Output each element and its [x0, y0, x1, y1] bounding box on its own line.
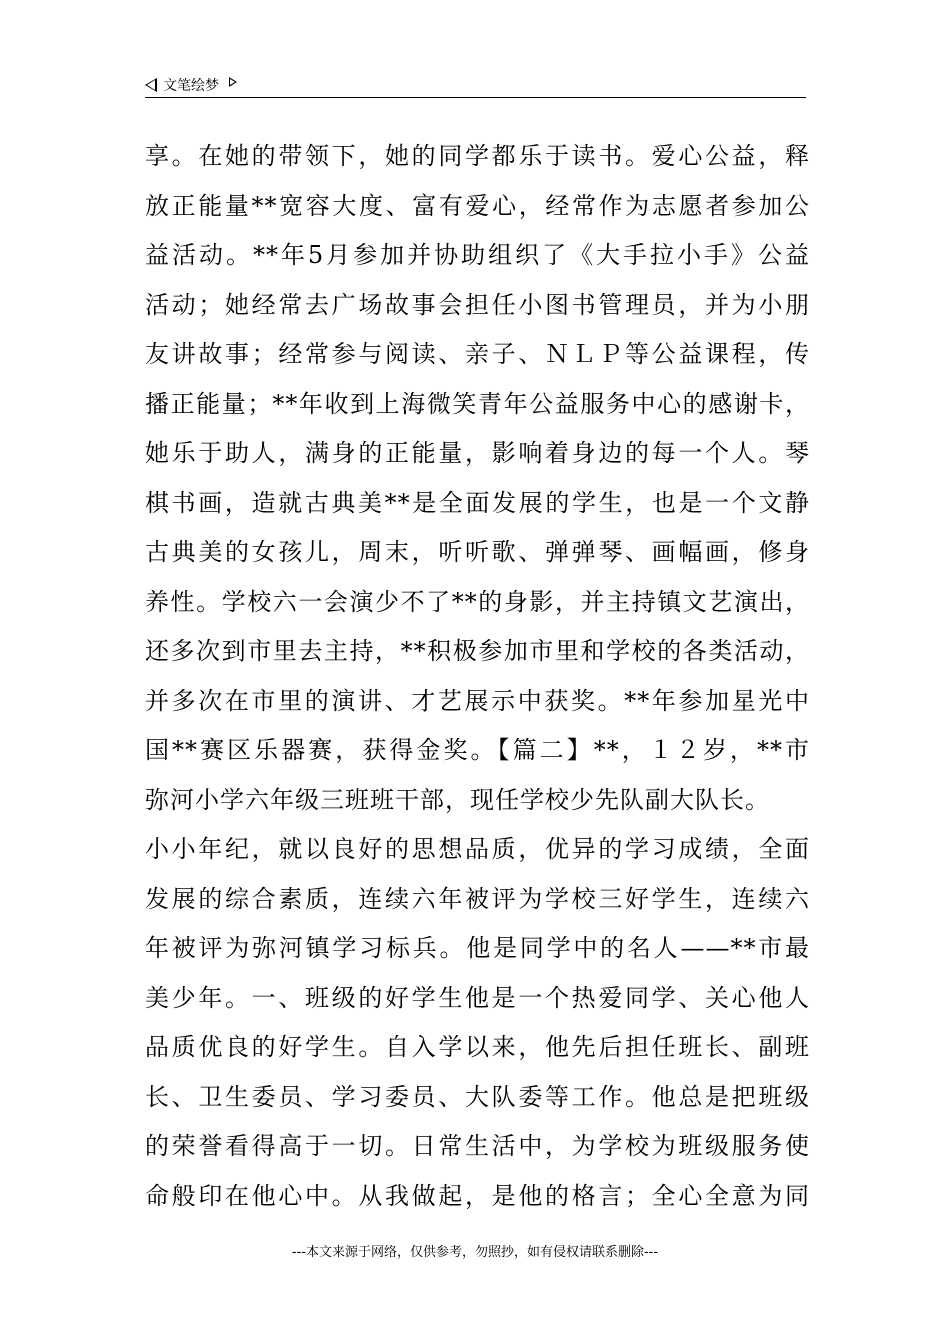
text-line: 她乐于助人，满身的正能量，影响着身边的每一个人。琴 — [145, 439, 810, 467]
text-line: 命般印在他心中。从我做起，是他的格言；全心全意为同 — [145, 1181, 810, 1210]
text-line: 年被评为弥河镇学习标兵。他是同学中的名人——**市最 — [145, 934, 810, 962]
text-line: 长、卫生委员、学习委员、大队委等工作。他总是把班级 — [145, 1082, 810, 1111]
text-line: 国**赛区乐器赛，获得金奖。【篇二】**，１２岁，**市 — [145, 736, 810, 764]
text-line: 播正能量；**年收到上海微笑青年公益服务中心的感谢卡， — [145, 389, 810, 418]
page-header — [145, 74, 237, 96]
text-line: 还多次到市里去主持，**积极参加市里和学校的各类活动， — [145, 637, 810, 665]
text-line: 美少年。一、班级的好学生他是一个热爱同学、关心他人 — [145, 983, 810, 1012]
text-line: 并多次在市里的演讲、才艺展示中获奖。**年参加星光中 — [145, 686, 810, 715]
text-line: 的荣誉看得高于一切。日常生活中，为学校为班级服务使 — [145, 1132, 810, 1160]
text-line: 品质优良的好学生。自入学以来，他先后担任班长、副班 — [145, 1033, 810, 1061]
text-line: 益活动。**年5月参加并协助组织了《大手拉小手》公益 — [145, 241, 810, 269]
footer-notice: ---本文来源于网络，仅供参考，勿照抄，如有侵权请联系删除--- — [291, 1245, 659, 1260]
text-line: 发展的综合素质，连续六年被评为学校三好学生，连续六 — [145, 884, 810, 913]
text-line: 小小年纪，就以良好的思想品质，优异的学习成绩，全面 — [145, 835, 810, 863]
header-divider — [145, 97, 806, 98]
triangle-right-icon — [229, 77, 237, 87]
document-body — [145, 132, 810, 1221]
text-line: 活动；她经常去广场故事会担任小图书管理员，并为小朋 — [145, 290, 810, 319]
triangle-left-icon — [145, 78, 157, 92]
text-line: 养性。学校六一会演少不了**的身影，并主持镇文艺演出， — [145, 587, 810, 616]
text-line: 友讲故事；经常参与阅读、亲子、ＮＬＰ等公益课程，传 — [145, 340, 810, 368]
text-line: 古典美的女孩儿，周末，听听歌、弹弹琴、画幅画，修身 — [145, 538, 810, 566]
text-line: 享。在她的带领下，她的同学都乐于读书。爱心公益，释 — [145, 142, 810, 170]
text-line: 弥河小学六年级三班班干部，现任学校少先队副大队长。 — [145, 785, 770, 814]
text-line: 棋书画，造就古典美**是全面发展的学生，也是一个文静 — [145, 488, 810, 517]
header-brand: 文笔绘梦 — [163, 78, 219, 94]
text-line: 放正能量**宽容大度、富有爱心，经常作为志愿者参加公 — [145, 191, 810, 220]
